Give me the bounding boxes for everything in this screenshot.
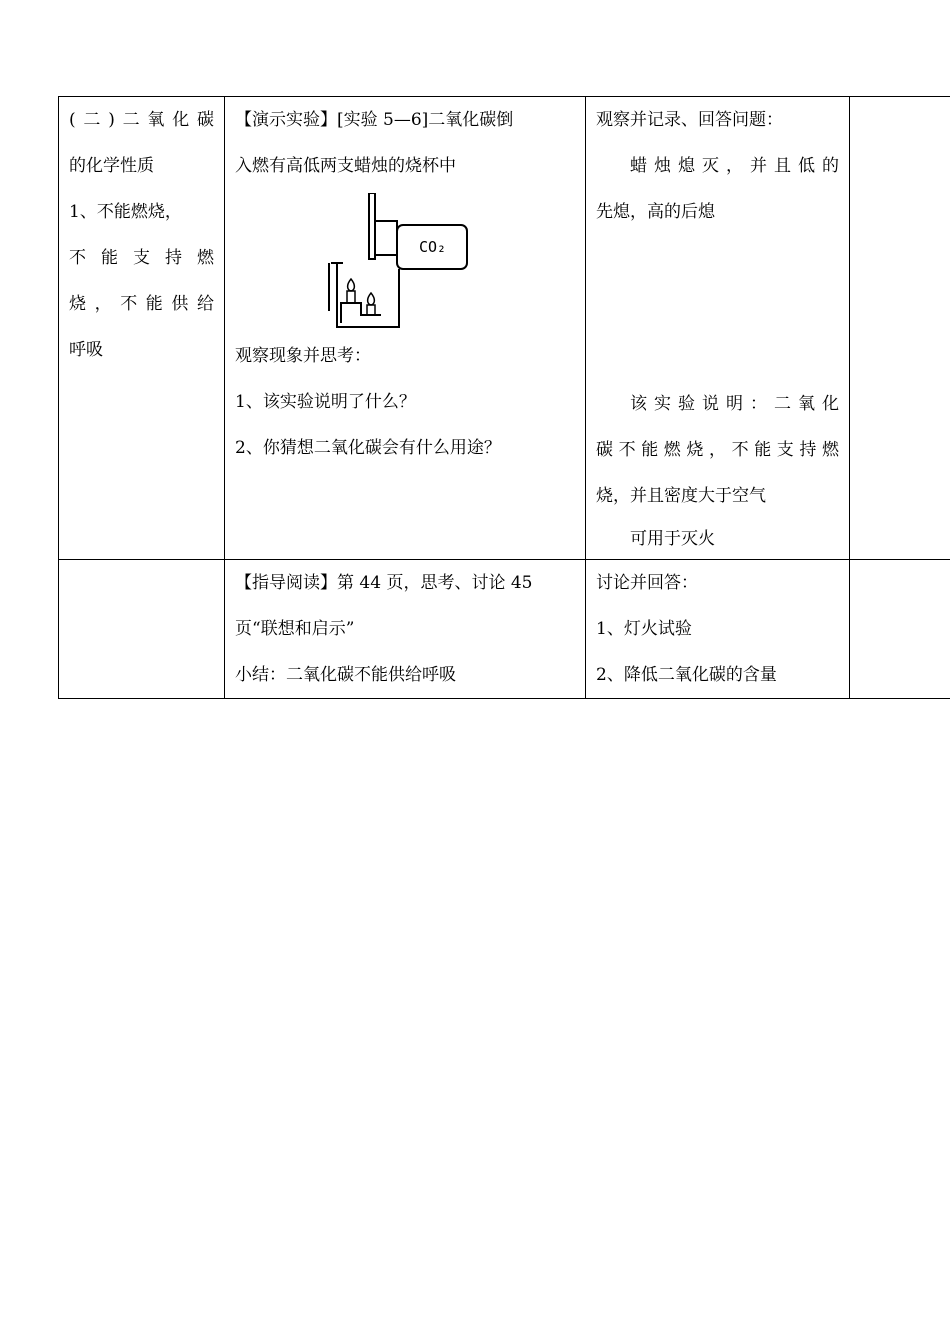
question-line: 2、你猜想二氧化碳会有什么用途？ xyxy=(235,438,501,458)
reading-line: 【指导阅读】第 44 页，思考、讨论 45 xyxy=(235,573,533,593)
conclusion-line: 该实验说明：二氧化 xyxy=(630,394,839,414)
lesson-table xyxy=(58,96,950,699)
teacher-activity-cell xyxy=(225,97,586,560)
conclusion-line: 可用于灭火 xyxy=(630,529,715,549)
topic-line: 1、不能燃烧， xyxy=(69,202,182,222)
co2-candle-experiment-diagram xyxy=(319,193,469,333)
discussion-line: 2、降低二氧化碳的含量 xyxy=(596,665,777,685)
observation-line: 先熄，高的后熄 xyxy=(596,202,715,222)
conclusion-line: 烧，并且密度大于空气 xyxy=(596,486,766,506)
experiment-intro-line: 入燃有高低两支蜡烛的烧杯中 xyxy=(235,156,456,176)
topic-line: 烧，不能供给 xyxy=(69,294,214,314)
discussion-line: 讨论并回答： xyxy=(596,573,698,593)
teacher-activity-cell xyxy=(225,560,586,699)
experiment-intro-line: 【演示实验】[实验 5—6]二氧化碳倒 xyxy=(235,110,514,130)
table-row xyxy=(59,97,950,560)
notes-cell xyxy=(850,560,950,699)
reading-line: 页“联想和启示” xyxy=(235,619,355,639)
student-activity-cell xyxy=(586,560,850,699)
topic-line: (二)二氧化碳 xyxy=(69,110,214,130)
question-line: 观察现象并思考： xyxy=(235,346,371,366)
topic-cell xyxy=(59,97,225,560)
topic-cell xyxy=(59,560,225,699)
co2-label: CO₂ xyxy=(419,238,447,256)
observation-line: 蜡烛熄灭，并且低的 xyxy=(630,156,839,176)
conclusion-line: 碳不能燃烧，不能支持燃 xyxy=(596,440,839,460)
reading-line: 小结：二氧化碳不能供给呼吸 xyxy=(235,665,456,685)
discussion-line: 1、灯火试验 xyxy=(596,619,692,639)
table-row xyxy=(59,560,950,699)
topic-line: 的化学性质 xyxy=(69,156,154,176)
answer-heading: 观察并记录、回答问题： xyxy=(596,110,783,130)
topic-line: 呼吸 xyxy=(69,340,103,360)
notes-cell xyxy=(850,97,950,560)
student-activity-cell xyxy=(586,97,850,560)
question-line: 1、该实验说明了什么？ xyxy=(235,392,416,412)
topic-line: 不能支持燃 xyxy=(69,248,214,268)
